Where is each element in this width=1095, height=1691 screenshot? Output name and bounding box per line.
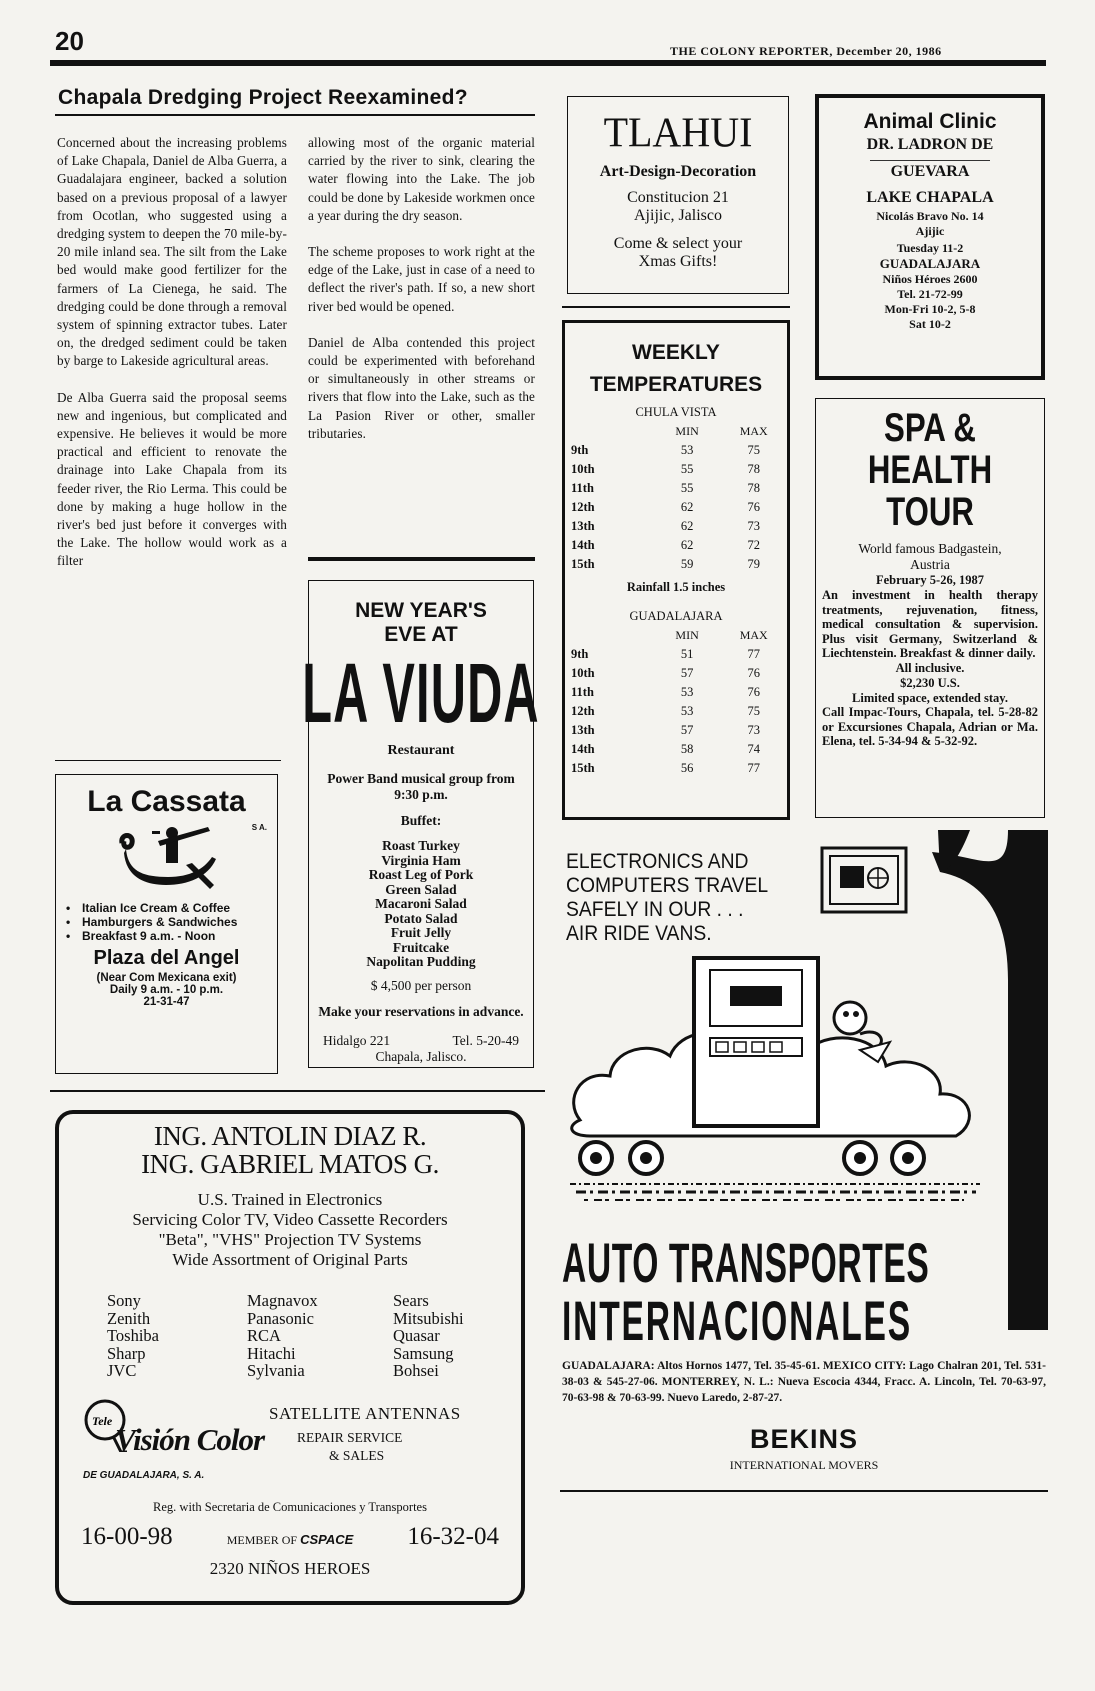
- max: 76: [747, 500, 760, 514]
- logo-subtext: DE GUADALAJARA, S. A.: [83, 1469, 205, 1481]
- spa-country: Austria: [910, 557, 950, 572]
- menu-item: Roast Turkey: [382, 838, 460, 853]
- spa-title: SPA &: [884, 406, 976, 450]
- day: 9th: [571, 647, 589, 661]
- min: 62: [680, 500, 694, 514]
- clinic-hours-3: Sat 10-2: [909, 317, 951, 331]
- brand-column: [107, 1292, 247, 1380]
- clinic-hours-2: Mon-Fri 10-2, 5-8: [884, 302, 976, 316]
- table-row: [565, 441, 787, 460]
- transport-name: [562, 1231, 946, 1352]
- viuda-menu: [309, 839, 533, 970]
- brand: Magnavox: [247, 1291, 318, 1310]
- day: 11th: [571, 685, 594, 699]
- col-max: MAX: [739, 628, 768, 642]
- repair-service: REPAIR SERVICE: [297, 1429, 403, 1445]
- brand: Zenith: [107, 1308, 151, 1328]
- electronics-service-ad: [55, 1110, 525, 1605]
- table-row: [565, 664, 787, 683]
- shop-address: 2320 NIÑOS HEROES: [209, 1558, 371, 1578]
- weekly-temperatures: [562, 320, 790, 820]
- article-paragraph: De Alba Guerra said the proposal seems new and ingenious, but complicated and expensive. He believes it would be more practical and efficient to renovate the drainage into Lake Chapala from its feeder river, the Rio Lerma. This could be done by making a huge hollow in the river's bed just before it converges with the Lake. The hollow would work as a filter: [57, 389, 287, 569]
- ad-line: U.S. Trained in Electronics: [197, 1190, 383, 1209]
- column-rule: [55, 760, 281, 761]
- brand: Panasonic: [247, 1308, 314, 1328]
- tlahui-invite: Come & select your: [613, 235, 743, 252]
- tagline-line: SAFELY IN OUR . . .: [566, 898, 744, 921]
- max: 76: [747, 685, 760, 699]
- transport-name-line: INTERNACIONALES: [562, 1289, 912, 1352]
- table-row: [565, 721, 787, 740]
- day: 10th: [571, 462, 595, 476]
- membership: [227, 1532, 354, 1548]
- tagline-line: AIR RIDE VANS.: [566, 922, 712, 945]
- divider: [562, 306, 790, 308]
- clinic-address-2: Niños Héroes 2600: [882, 272, 978, 286]
- cassata-hours: Daily 9 a.m. - 10 p.m.: [109, 984, 224, 996]
- temps-title-2: TEMPERATURES: [589, 373, 763, 396]
- brand: Mitsubishi: [393, 1308, 464, 1328]
- viuda-headline-2: EVE AT: [384, 623, 458, 646]
- max: 73: [747, 519, 760, 533]
- brand-column: [393, 1292, 513, 1380]
- temps-table-chula-vista: [565, 422, 787, 574]
- gondola-logo-icon: [112, 819, 222, 891]
- transport-offices: GUADALAJARA: Altos Hornos 1477, Tel. 35-45-61. MEXICO CITY: Lago Chalran 201, Tel. 531-38-03 & 545-27-06. MONTERREY, N. L.: Nueva Escocia 4344, Fracc. A. Lincoln, Tel. 70-63-97, 70-63-98 & 70-63-99. Nuevo Laredo, 2-87-27.: [562, 1360, 1046, 1404]
- tlahui-tagline: Art-Design-Decoration: [599, 163, 757, 180]
- col-min: MIN: [675, 424, 699, 438]
- spa-location: World famous Badgastein,: [858, 541, 1002, 556]
- min: 53: [680, 704, 694, 718]
- city-name: GUADALAJARA: [629, 609, 723, 623]
- menu-item: Fruitcake: [392, 939, 450, 955]
- clinic-location-2: GUADALAJARA: [879, 256, 981, 271]
- clinic-phone: Tel. 21-72-99: [897, 287, 963, 301]
- spa-inclusive: All inclusive.: [895, 660, 965, 675]
- engineer-name-2: ING. GABRIEL MATOS G.: [141, 1149, 439, 1179]
- max: 79: [747, 557, 760, 571]
- temps-table-guadalajara: [565, 626, 787, 778]
- list-item: • Hamburgers & Sandwiches: [70, 915, 277, 929]
- min: 53: [680, 685, 694, 699]
- max: 75: [747, 704, 760, 718]
- page-number: 20: [55, 26, 84, 56]
- registration: Reg. with Secretaria de Comunicaciones y Transportes: [153, 1499, 427, 1514]
- tlahui-invite-2: Xmas Gifts!: [638, 253, 718, 270]
- brand: JVC: [107, 1361, 137, 1380]
- min: 58: [680, 742, 694, 756]
- table-row: [565, 460, 787, 479]
- min: 56: [680, 761, 694, 775]
- cassata-plaza: Plaza del Angel: [93, 947, 240, 969]
- max: 72: [747, 538, 760, 552]
- viuda-restaurant: Restaurant: [387, 743, 455, 758]
- viuda-phone: Tel. 5-20-49: [452, 1032, 519, 1048]
- clinic-doctor: DR. LADRON DE: [866, 136, 994, 153]
- max: 75: [747, 443, 760, 457]
- menu-item: Potato Salad: [384, 910, 458, 926]
- transport-name-line: AUTO TRANSPORTES: [562, 1231, 930, 1294]
- ad-line: Wide Assortment of Original Parts: [172, 1250, 408, 1269]
- cassata-name: La Cassata: [87, 785, 246, 818]
- brand: Sears: [393, 1291, 429, 1310]
- article-paragraph: Daniel de Alba contended this project could be experimented with beforehand or simultaneously in other streams or rivers that flow into the Lake, such as the La Pasion River or other, smaller tributaries.: [308, 334, 535, 441]
- ad-line: "Beta", "VHS" Projection TV Systems: [158, 1230, 422, 1249]
- cassata-phone: 21-31-47: [143, 996, 190, 1008]
- table-row: [565, 479, 787, 498]
- sales: & SALES: [329, 1447, 385, 1463]
- header-rule: [50, 60, 1046, 66]
- tlahui-ad: [567, 96, 789, 294]
- table-row: [565, 740, 787, 759]
- min: 57: [680, 723, 694, 737]
- viuda-name: LA VIUDA: [302, 646, 540, 740]
- tagline-line: ELECTRONICS AND: [566, 850, 749, 873]
- viuda-price: $ 4,500 per person: [370, 977, 472, 993]
- day: 13th: [571, 519, 595, 533]
- logo-row: [59, 1396, 521, 1492]
- spa-dates: February 5-26, 1987: [876, 573, 984, 587]
- article-column-1: [57, 134, 287, 571]
- clinic-title: Animal Clinic: [863, 110, 997, 133]
- brand: Sharp: [107, 1343, 146, 1363]
- day: 12th: [571, 500, 595, 514]
- viuda-headline: NEW YEAR'S: [355, 599, 487, 622]
- article-paragraph: allowing most of the organic material carried by the river to sink, clearing the water flowing into the Lake. The job could be done by Lakeside workmen once a year during the dry season.: [308, 135, 535, 223]
- min: 62: [680, 519, 694, 533]
- col-min: MIN: [675, 628, 699, 642]
- cassata-items: [56, 901, 277, 943]
- engineer-name: ING. ANTOLIN DIAZ R.: [153, 1121, 427, 1151]
- clinic-doctor-2: GUEVARA: [870, 160, 990, 181]
- day: 14th: [571, 742, 595, 756]
- day: 15th: [571, 761, 595, 775]
- min: 62: [680, 538, 694, 552]
- tagline-line: COMPUTERS TRAVEL: [566, 874, 769, 897]
- list-item: • Italian Ice Cream & Coffee: [70, 901, 277, 915]
- menu-item: Green Salad: [385, 881, 457, 897]
- member-of: MEMBER OF: [226, 1532, 298, 1547]
- table-row: [565, 759, 787, 778]
- clinic-city: Ajijic: [915, 224, 945, 238]
- logo-text: Visión Color: [115, 1421, 265, 1457]
- section-rule: [50, 1090, 545, 1092]
- min: 55: [680, 481, 694, 495]
- viuda-address-line: [309, 1033, 533, 1049]
- day: 13th: [571, 723, 595, 737]
- menu-item: Virginia Ham: [381, 852, 461, 868]
- table-row: [565, 498, 787, 517]
- clinic-hours: Tuesday 11-2: [896, 241, 964, 255]
- city-name: CHULA VISTA: [635, 405, 717, 419]
- la-cassata-ad: [55, 774, 278, 1074]
- animal-clinic-ad: [815, 94, 1045, 380]
- article-paragraph: Concerned about the increasing problems of Lake Chapala, Daniel de Alba Guerra, a Guadalajara engineer, backed a solution based on a previous proposal of a lawyer from Ocotlan, who suggested using a dredging system to deepen the 70 mile-by-20 mile inland sea. The silt from the Lake bed would make good fertilizer for the farmers of La Cienega, he said. The dredging could be done through a removal system of spinning extractor tubes. Later on, the dredged sediment could be taken by barge to Lakeside agricultural areas.: [57, 135, 287, 369]
- auto-transportes-ad: [560, 830, 1048, 1610]
- col-max: MAX: [739, 424, 768, 438]
- brand: Bohsei: [393, 1361, 439, 1380]
- max: 78: [747, 462, 760, 476]
- temps-title: WEEKLY: [632, 341, 720, 364]
- spa-title-3: TOUR: [886, 490, 974, 534]
- menu-item: Macaroni Salad: [375, 896, 467, 911]
- spa-space: Limited space, extended stay.: [852, 690, 1008, 705]
- brand: Sylvania: [247, 1361, 305, 1380]
- day: 12th: [571, 704, 595, 718]
- table-row: [565, 536, 787, 555]
- min: 55: [680, 462, 694, 476]
- headline-rule: [55, 114, 535, 116]
- brand: Quasar: [393, 1326, 440, 1345]
- menu-item: Roast Leg of Pork: [368, 867, 474, 882]
- brand: Sony: [107, 1291, 141, 1310]
- spa-description: An investment in health therapy treatments, rejuvenation, fitness, medical consultation & supervision. Plus visit Germany, Switzerland & Liechtenstein. Breakfast & dinner daily.: [822, 588, 1038, 660]
- table-row: [565, 555, 787, 574]
- brand-list: [59, 1292, 521, 1380]
- brand: RCA: [247, 1326, 281, 1345]
- viuda-reserve: Make your reservations in advance.: [318, 1003, 524, 1019]
- rainfall: Rainfall 1.5 inches: [626, 580, 726, 594]
- cassata-sa: S A.: [251, 823, 267, 832]
- min: 51: [680, 647, 694, 661]
- article-end-rule: [308, 557, 535, 561]
- viuda-band: Power Band musical group from 9:30 p.m.: [327, 771, 515, 802]
- member-org: CSPACE: [300, 1531, 354, 1547]
- masthead: THE COLONY REPORTER, December 20, 1986: [670, 44, 942, 58]
- tlahui-address: Constitucion 21: [627, 189, 729, 206]
- tlahui-name: TLAHUI: [603, 108, 753, 157]
- min: 57: [680, 666, 694, 680]
- list-item: • Breakfast 9 a.m. - Noon: [70, 929, 277, 943]
- day: 15th: [571, 557, 595, 571]
- table-row: [565, 683, 787, 702]
- max: 77: [747, 647, 760, 661]
- la-viuda-ad: [302, 580, 540, 1068]
- article-paragraph: The scheme proposes to work right at the edge of the Lake, just in case of a need to deflect the river's path. If so, a new short river bed would be opened.: [308, 244, 535, 314]
- clinic-address: Nicolás Bravo No. 14: [876, 209, 984, 223]
- brand: Samsung: [393, 1343, 454, 1363]
- phone-number-2: 16-32-04: [407, 1522, 499, 1550]
- viuda-buffet: Buffet:: [400, 813, 442, 828]
- spa-tour-ad: [815, 398, 1045, 818]
- day: 14th: [571, 538, 595, 552]
- spa-title-2: HEALTH: [867, 448, 993, 492]
- max: 78: [747, 481, 760, 495]
- brand: Toshiba: [107, 1326, 160, 1345]
- spa-price: $2,230 U.S.: [900, 675, 960, 690]
- phone-number: 16-00-98: [81, 1522, 173, 1550]
- bekins-logo: BEKINS: [749, 1424, 858, 1454]
- ad-line: Servicing Color TV, Video Cassette Recorders: [132, 1210, 448, 1229]
- min: 53: [680, 443, 694, 457]
- phone-row: [59, 1523, 521, 1551]
- menu-item: Napolitan Pudding: [366, 954, 476, 969]
- day: 9th: [571, 443, 589, 457]
- vision-color-logo: [83, 1396, 265, 1492]
- bekins-sub: INTERNATIONAL MOVERS: [729, 1458, 879, 1472]
- max: 76: [747, 666, 760, 680]
- viuda-address: Hidalgo 221: [323, 1032, 391, 1048]
- table-row: [565, 517, 787, 536]
- cassata-near: (Near Com Mexicana exit): [96, 972, 237, 984]
- spa-contact: Call Impac-Tours, Chapala, tel. 5-28-82 or Excursiones Chapala, Adrian or Ma. Elena, tel. 5-34-94 & 5-32-92.: [822, 705, 1038, 748]
- max: 73: [747, 723, 760, 737]
- max: 74: [747, 742, 760, 756]
- brand-column: [247, 1292, 393, 1380]
- satellite-antennas: SATELLITE ANTENNAS: [269, 1403, 461, 1423]
- table-row: [565, 645, 787, 664]
- svg-text:Tele: Tele: [92, 1413, 113, 1428]
- day: 11th: [571, 481, 594, 495]
- clinic-location: LAKE CHAPALA: [866, 189, 994, 206]
- day: 10th: [571, 666, 595, 680]
- article-column-2: [308, 134, 535, 443]
- max: 77: [747, 761, 760, 775]
- table-row: [565, 702, 787, 721]
- bottom-rule: [560, 1490, 1048, 1492]
- menu-item: Fruit Jelly: [390, 925, 452, 940]
- min: 59: [680, 557, 694, 571]
- brand: Hitachi: [247, 1343, 296, 1363]
- headline: Chapala Dredging Project Reexamined?: [58, 86, 468, 109]
- tlahui-city: Ajijic, Jalisco: [634, 207, 722, 224]
- viuda-city: Chapala, Jalisco.: [375, 1048, 467, 1064]
